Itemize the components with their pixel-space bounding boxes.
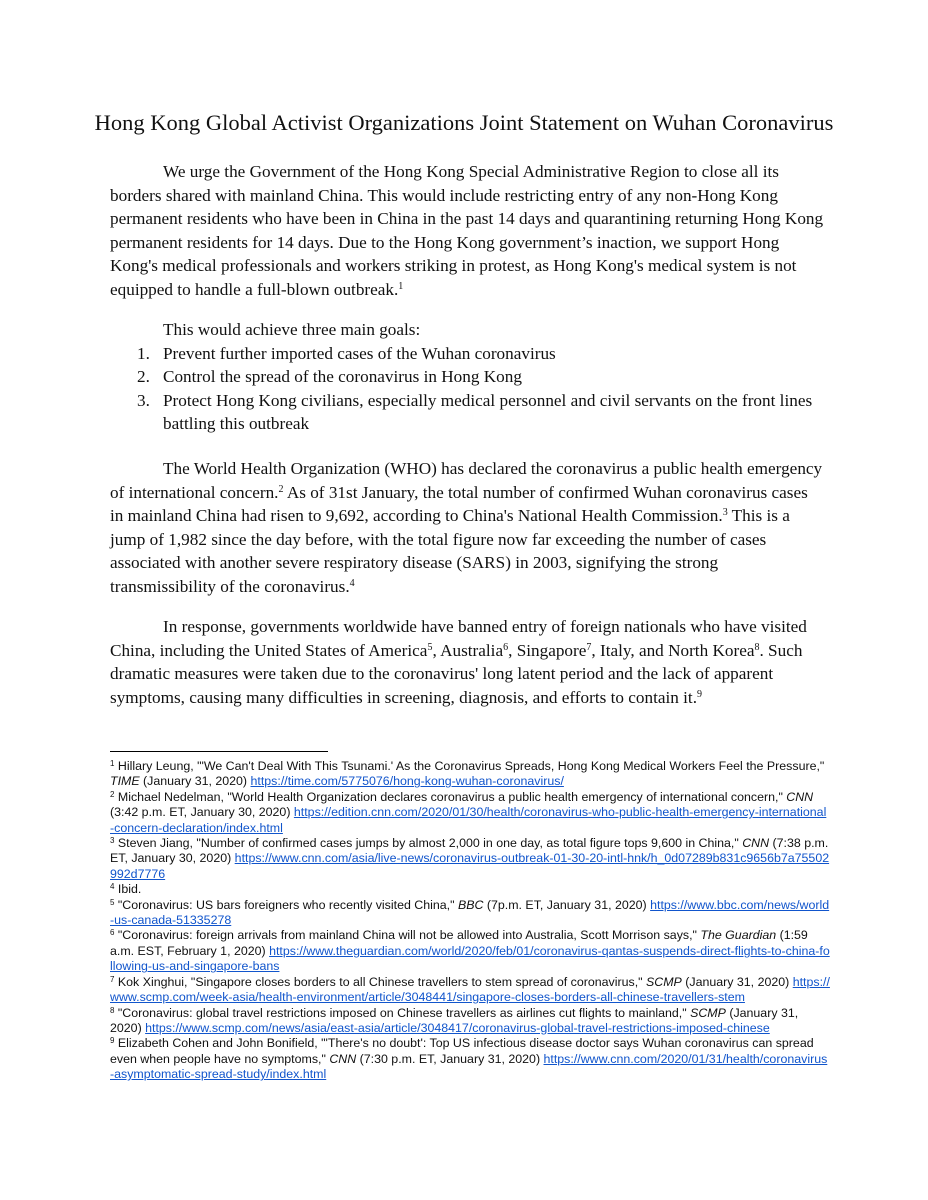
list-item <box>110 342 825 366</box>
footnote: $^9$ Elizabeth Cohen and John Bonifield, "'There's no doubt': Top US infectious disease doctor says Wuhan coronavirus can spread even when people have no symptoms," CNN (7:30 p.m. ET, January 31, 2020) https://www.cnn.com/2020/01/31/health/coronavirus-asymptomatic-spread-study/index.html <box>110 1036 828 1082</box>
goals-intro: This would achieve three main goals: <box>163 320 421 339</box>
goals-list <box>110 342 825 436</box>
footnote: $^4$ Ibid. <box>110 882 142 897</box>
paragraph-borders <box>110 160 825 302</box>
footnote-number: 7 <box>110 974 115 984</box>
document-title: Hong Kong Global Activist Organizations Joint Statement on Wuhan Coronavirus <box>94 110 834 135</box>
footnote-source: CNN <box>742 836 770 851</box>
list-item <box>110 365 825 389</box>
goals-section <box>110 318 825 436</box>
paragraph-response-text: In response, governments worldwide have banned entry of foreign nationals who have visited China, including the United States of America <box>110 617 807 660</box>
footnote-ref[interactable]: 3 <box>722 507 728 519</box>
footnote-link[interactable]: https://www.theguardian.com/world/2020/feb/01/coronavirus-qantas-suspends-direct-flights-to-china-following-us-and-singapore-bans <box>110 943 830 974</box>
footnote-source: CNN <box>786 789 814 804</box>
footnote-source: BBC <box>457 897 484 912</box>
footnote-number: 6 <box>110 928 115 938</box>
list-item <box>110 389 825 436</box>
paragraph-borders-text: We urge the Government of the Hong Kong Special Administrative Region to close all its borders shared with mainland China. This would include restricting entry of any non-Hong Kong permanent residents who have been in China in the past 14 days and quarantining returning Hong Kong permanent residents for 14 days. Due to the Hong Kong government’s inaction, we support Hong Kong's medical professionals and workers striking in protest, as Hong Kong's medical system is not equipped to handle a full-blown outbreak. <box>110 162 824 299</box>
footnote-number: 9 <box>110 1036 115 1046</box>
footnote-ref[interactable]: 1 <box>398 280 404 292</box>
footnote-ref[interactable]: 2 <box>278 483 284 495</box>
paragraph-response <box>110 615 825 709</box>
footnote: $^6$ "Coronavirus: foreign arrivals from mainland China will not be allowed into Australia, Scott Morrison says," The Guardian (1:59 a.m. EST, February 1, 2020) https://www.theguardian.com/world/2020/feb/01/coronavirus-qantas-suspends-direct-flights-to-china-following-us-and-singapore-bans <box>110 928 830 974</box>
list-item-number: 3. <box>137 390 150 410</box>
footnote-ref[interactable]: 9 <box>697 688 702 700</box>
footnote: $^2$ Michael Nedelman, "World Health Organization declares coronavirus a public health emergency of international concern," CNN (3:42 p.m. ET, January 30, 2020) https://edition.cnn.com/2020/01/30/health/coronavirus-who-public-health-emergency-international-concern-declaration/index.html <box>110 789 827 835</box>
footnote-ref[interactable]: 8 <box>754 641 760 653</box>
footnote-link[interactable]: https://edition.cnn.com/2020/01/30/health/coronavirus-who-public-health-emergency-international-concern-declaration/index.html <box>110 805 827 835</box>
paragraph-response-text: , Italy, and North Korea <box>591 640 755 660</box>
footnote-number: 8 <box>110 1005 115 1015</box>
footnote-ref[interactable]: 4 <box>349 577 355 589</box>
list-item-number: 1. <box>137 343 150 363</box>
footnote: $^7$ Kok Xinghui, "Singapore closes borders to all Chinese travellers to stem spread of coronavirus," SCMP (January 31, 2020) https://www.scmp.com/week-asia/health-environment/article/3048441/singapore-closes-borders-all-chinese-travellers-stem <box>110 974 830 1005</box>
paragraph-response-text: , Singapore <box>508 640 587 660</box>
footnote-link[interactable]: https://www.cnn.com/2020/01/31/health/coronavirus-asymptomatic-spread-study/index.html <box>110 1051 828 1082</box>
paragraph-who-text: This is a jump of 1,982 since the day before, with the total figure now far exceeding the number of cases associated with another severe respiratory disease (SARS) in 2003, signifying the strong transmissibility of the coronavirus. <box>110 506 790 596</box>
footnote-source: The Guardian <box>700 928 777 943</box>
footnote-divider <box>110 751 328 752</box>
footnote-ref[interactable]: 6 <box>503 641 509 653</box>
paragraph-response-text: , Australia <box>432 640 504 660</box>
footnote-source: SCMP <box>646 974 682 989</box>
footnote-link[interactable]: https://www.cnn.com/asia/live-news/coronavirus-outbreak-01-30-20-intl-hnk/h_0d07289b831c9656b7a75502992d7776 <box>110 851 830 881</box>
list-item-text: Prevent further imported cases of the Wuhan coronavirus <box>163 343 556 363</box>
footnote-number: 1 <box>110 759 115 768</box>
list-item-text: Protect Hong Kong civilians, especially medical personnel and civil servants on the front lines battling this outbreak <box>163 390 813 434</box>
footnote-number: 3 <box>110 836 115 846</box>
footnote: $^1$ Hillary Leung, "'We Can't Deal With This Tsunami.' As the Coronavirus Spreads, Hong Kong Medical Workers Feel the Pressure," TIME (January 31, 2020) https://time.com/5775076/hong-kong-wuhan-coronavirus/ <box>110 759 825 789</box>
footnote-source: SCMP <box>690 1005 726 1020</box>
footnote-number: 4 <box>110 882 115 892</box>
list-item-text: Control the spread of the coronavirus in Hong Kong <box>163 367 522 387</box>
footnote-link[interactable]: https://www.bbc.com/news/world-us-canada-51335278 <box>110 897 830 928</box>
footnote-ref[interactable]: 7 <box>586 641 592 653</box>
list-item-number: 2. <box>137 367 150 387</box>
footnote-link[interactable]: https://www.scmp.com/week-asia/health-environment/article/3048441/singapore-closes-borders-all-chinese-travellers-stem <box>110 974 830 1005</box>
footnote-number: 5 <box>110 897 115 907</box>
footnote: $^5$ "Coronavirus: US bars foreigners who recently visited China," BBC (7p.m. ET, January 31, 2020) https://www.bbc.com/news/world-us-canada-51335278 <box>110 897 830 928</box>
footnote-link[interactable]: https://www.scmp.com/news/asia/east-asia/article/3048417/coronavirus-global-travel-restrictions-imposed-chinese <box>145 1020 770 1035</box>
footnote-source: TIME <box>110 774 140 789</box>
footnote-number: 2 <box>110 789 115 799</box>
footnote: $^8$ "Coronavirus: global travel restrictions imposed on Chinese travellers as airlines cut flights to mainland," SCMP (January 31, 2020) https://www.scmp.com/news/asia/east-asia/article/3048417/coronavirus-global-travel-restrictions-imposed-chinese <box>110 1005 799 1035</box>
paragraph-who-text: As of 31st January, the total number of confirmed Wuhan coronavirus cases in mainland China had risen to 9,692, according to China's National Health Commission. <box>110 482 808 526</box>
paragraph-who-text: The World Health Organization (WHO) has declared the coronavirus a public health emergency of international concern. <box>110 459 823 502</box>
paragraph-response-text: . Such dramatic measures were taken due to the coronavirus' long latent period and the lack of apparent symptoms, causing many difficulties in screening, diagnosis, and efforts to contain it. <box>110 640 803 707</box>
footnote: $^3$ Steven Jiang, "Number of confirmed cases jumps by almost 2,000 in one day, as total figure tops 9,600 in China," CNN (7:38 p.m. ET, January 30, 2020) https://www.cnn.com/asia/live-news/coronavirus-outbreak-01-30-20-intl-hnk/h_0d07289b831c9656b7a75502992d7776 <box>110 836 830 881</box>
footnote-ref[interactable]: 5 <box>427 641 433 653</box>
footnotes-section <box>110 759 830 1083</box>
paragraph-who <box>110 457 825 599</box>
footnote-source: CNN <box>329 1051 357 1066</box>
footnote-link[interactable]: https://time.com/5775076/hong-kong-wuhan-coronavirus/ <box>250 774 564 789</box>
